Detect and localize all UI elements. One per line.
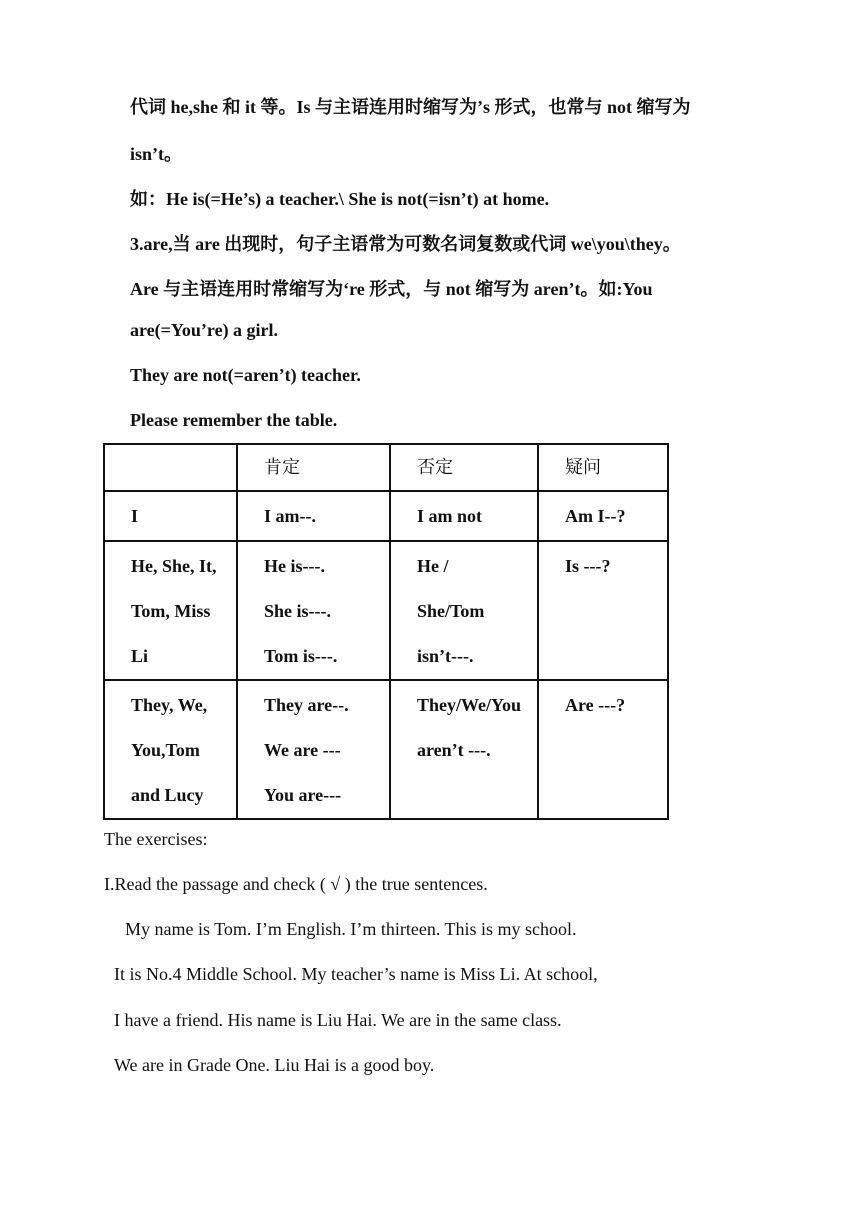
passage-line: I have a friend. His name is Liu Hai. We are in the same class. [114,1010,562,1030]
header-affirmative-label: 肯定 [264,457,300,477]
example-teacher-line: They are not(=aren’t) teacher. [130,365,361,385]
affirmative-cell [237,541,390,680]
table-row [104,680,668,819]
cell-text: You are--- [264,785,342,805]
header-cell-affirmative [237,444,390,491]
cell-text: She/Tom [417,601,485,621]
negative-cell [390,541,538,680]
cell-text: I am--. [264,506,316,526]
rule-3-line: 3.are,当 are 出现时，句子主语常为可数名词复数或代词 we\you\they。 [130,234,681,254]
affirmative-cell [237,680,390,819]
cell-text: He / [417,556,449,576]
cell-text: They, We, [131,695,208,715]
header-cell-negative [390,444,538,491]
question-cell [538,680,668,819]
intro-line-1: 代词 he,she 和 it 等。Is 与主语连用时缩写为’s 形式，也常与 not 缩写为 [130,97,691,117]
negative-cell [390,680,538,819]
cell-text: I am not [417,506,483,526]
affirmative-cell [237,491,390,541]
exercise-instruction: I.Read the passage and check ( √ ) the true sentences. [104,874,488,894]
intro-line-2: isn’t。 [130,144,183,164]
cell-text: Tom, Miss [131,601,211,621]
cell-text: We are --- [264,740,341,760]
cell-text: She is---. [264,601,331,621]
cell-text: Is ---? [565,556,611,576]
example-girl-line: are(=You’re) a girl. [130,320,279,340]
passage-line: It is No.4 Middle School. My teacher’s name is Miss Li. At school, [114,964,598,984]
table-row [104,491,668,541]
example-line: 如：He is(=He’s) a teacher.\ She is not(=isn’t) at home. [130,189,550,209]
rule-3-contraction-line: Are 与主语连用时常缩写为‘re 形式，与 not 缩写为 aren’t。如:You [130,279,653,299]
header-question-label: 疑问 [565,457,601,477]
cell-text: You,Tom [131,740,200,760]
exercises-title: The exercises: [104,829,208,849]
cell-text: isn’t---. [417,646,474,666]
cell-text: Are ---? [565,695,626,715]
passage-line: My name is Tom. I’m English. I’m thirteen. This is my school. [125,919,577,939]
question-cell [538,491,668,541]
header-negative-label: 否定 [417,457,453,477]
question-cell [538,541,668,680]
table-intro-line: Please remember the table. [130,410,338,430]
cell-text: He, She, It, [131,556,217,576]
negative-cell [390,491,538,541]
header-cell-question [538,444,668,491]
be-verb-table [103,443,669,820]
cell-text: Li [131,646,149,666]
cell-text: Am I--? [565,506,626,526]
passage-line: We are in Grade One. Liu Hai is a good boy. [114,1055,435,1075]
subject-cell [104,541,237,680]
table-row [104,541,668,680]
subject-cell [104,491,237,541]
header-cell-empty [104,444,237,491]
subject-cell [104,680,237,819]
cell-text: They are--. [264,695,349,715]
cell-text: and Lucy [131,785,204,805]
cell-text: He is---. [264,556,325,576]
cell-text: I [131,506,139,526]
cell-text: They/We/You [417,695,522,715]
cell-text: aren’t ---. [417,740,491,760]
cell-text: Tom is---. [264,646,338,666]
table-header-row [104,444,668,491]
